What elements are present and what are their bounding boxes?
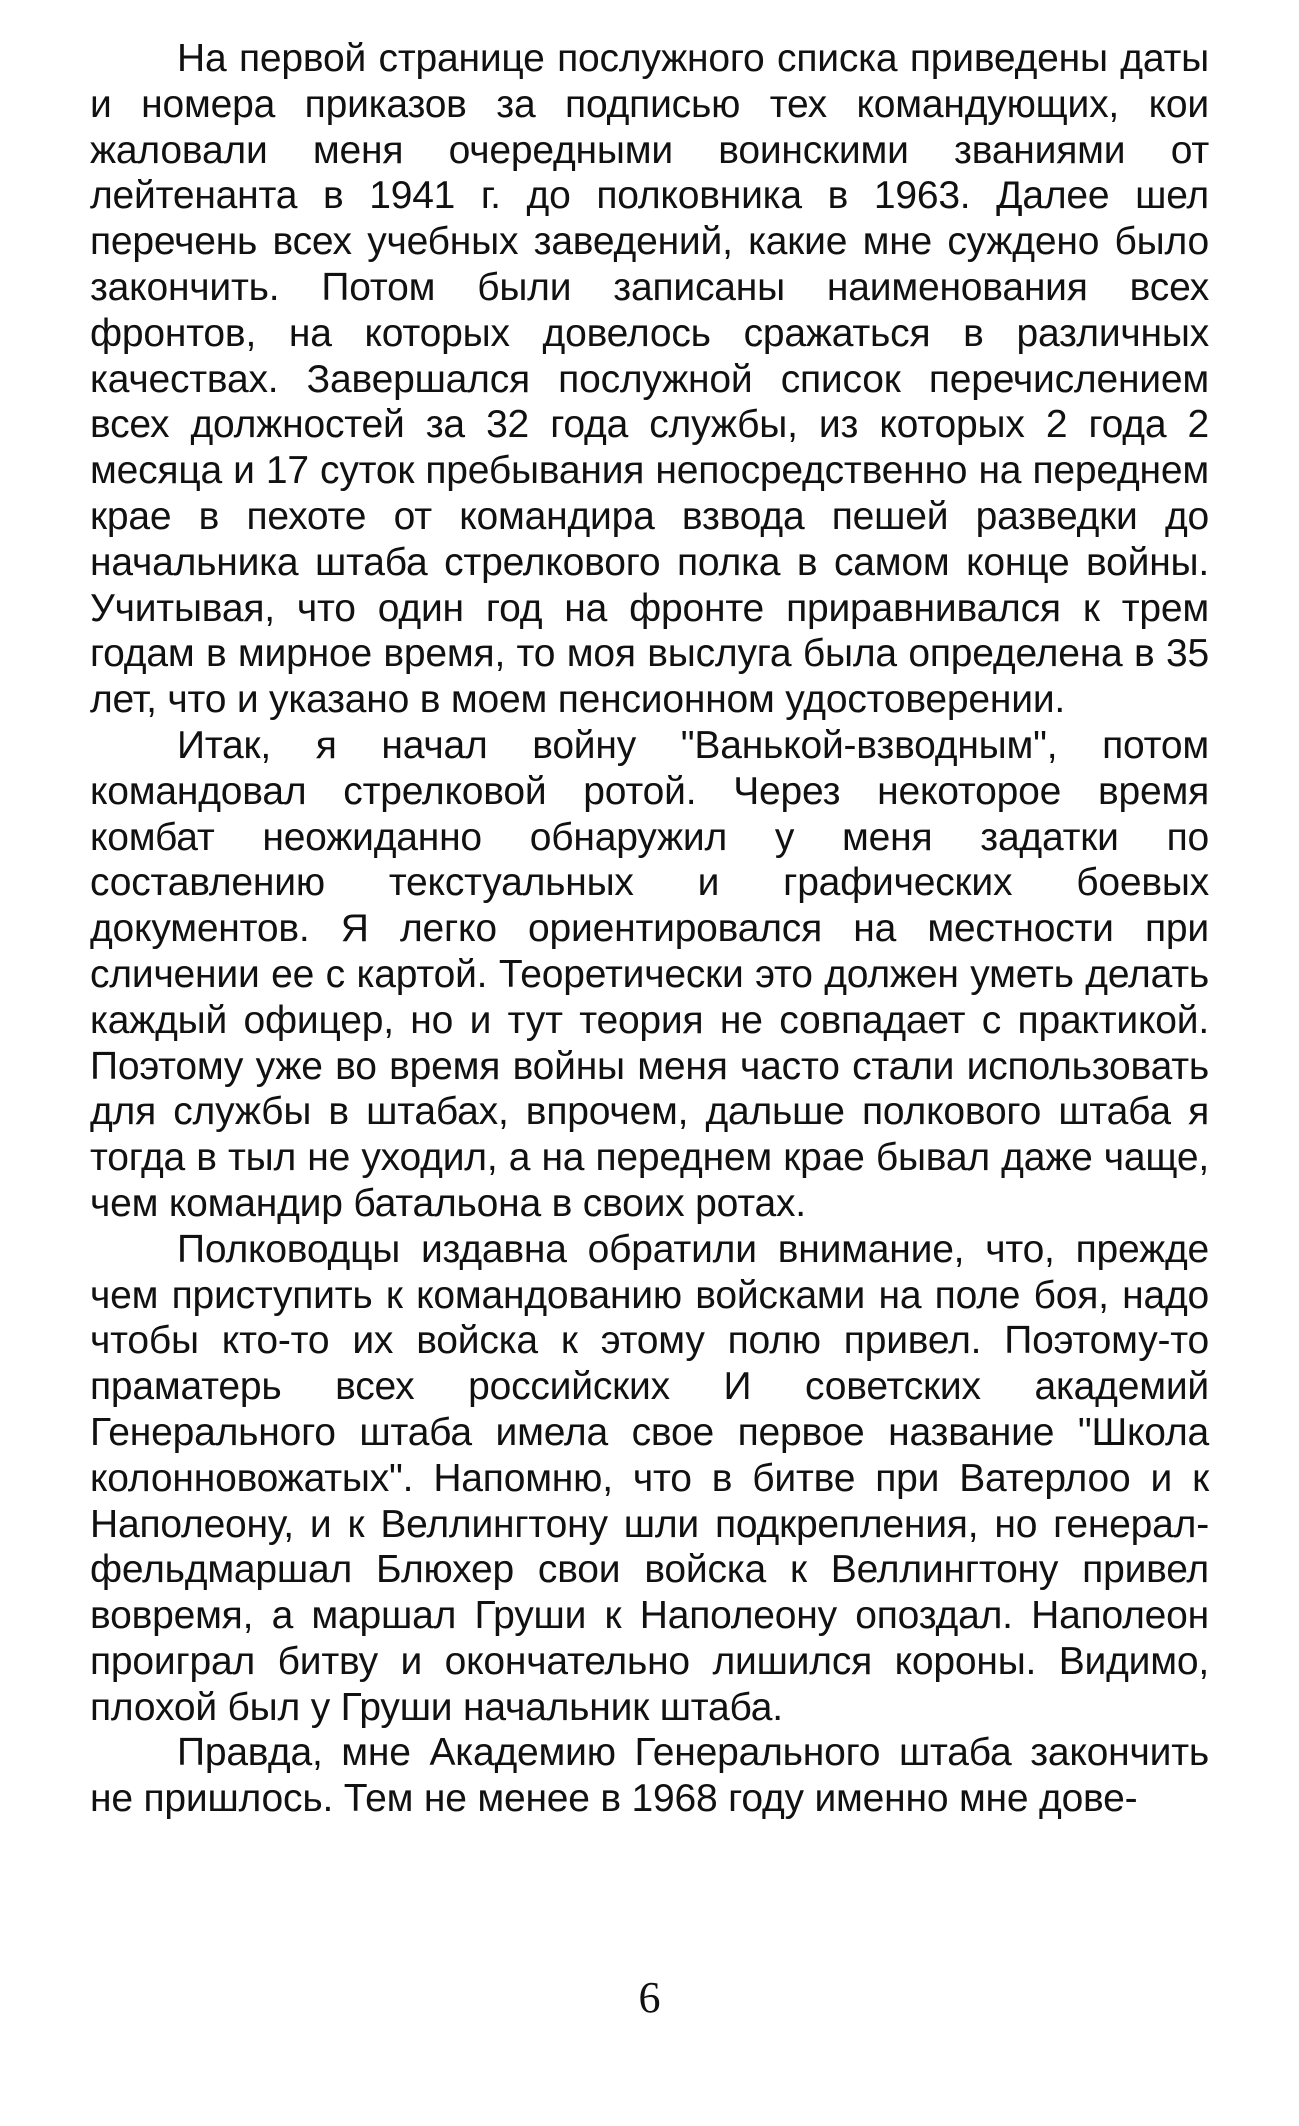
paragraph-3: Полководцы издавна обратили внимание, что, прежде чем приступить к командованию войсками на поле боя, надо чтобы кто-то их войска к этому полю привел. Поэтому-то праматерь всех российских И советских академий Генерального штаба имела свое первое название "Школа колонновожатых". Напомню, что в битве при Ватерлоо и к Наполеону, и к Веллингтону шли подкрепления, но генерал-фельдмаршал Блюхер свои войска к Веллингтону привел вовремя, а маршал Груши к Наполеону опоздал. Наполеон проиграл битву и окончательно лишился короны. Видимо, плохой был у Груши начальник штаба. (90, 1227, 1209, 1729)
paragraph-4: Правда, мне Академию Генерального штаба закончить не пришлось. Тем не менее в 1968 году именно мне дове- (90, 1731, 1209, 1821)
page-number: 6 (638, 1973, 661, 2022)
paragraph-1: На первой странице послужного списка приведены даты и номера приказов за подписью тех командующих, кои жаловали меня очередными воинскими званиями от лейтенанта в 1941 г. до полковника в 1963. Далее шел перечень всех учебных заведений, какие мне суждено было закончить. Потом были записаны наименования всех фронтов, на которых довелось сражаться в различных качествах. Завершался послужной список перечислением всех должностей за 32 года службы, из которых 2 года 2 месяца и 17 суток пребывания непосредственно на переднем крае в пехоте от командира взвода пешей разведки до начальника штаба стрелкового полка в самом конце войны. Учитывая, что один год на фронте приравнивался к трем годам в мирное время, то моя выслуга была определена в 35 лет, что и указано в моем пенсионном удостоверении. (90, 37, 1209, 722)
document-body (90, 36, 1209, 1822)
paragraph-2: Итак, я начал войну "Ванькой-взводным", потом командовал стрелковой ротой. Через некоторое время комбат неожиданно обнаружил у меня задатки по составлению текстуальных и графических боевых документов. Я легко ориентировался на местности при сличении ее с картой. Теоретически это должен уметь делать каждый офицер, но и тут теория не совпадает с практикой. Поэтому уже во время войны меня часто стали использовать для службы в штабах, впрочем, дальше полкового штаба я тогда в тыл не уходил, а на переднем крае бывал даже чаще, чем командир батальона в своих ротах. (90, 723, 1209, 1225)
